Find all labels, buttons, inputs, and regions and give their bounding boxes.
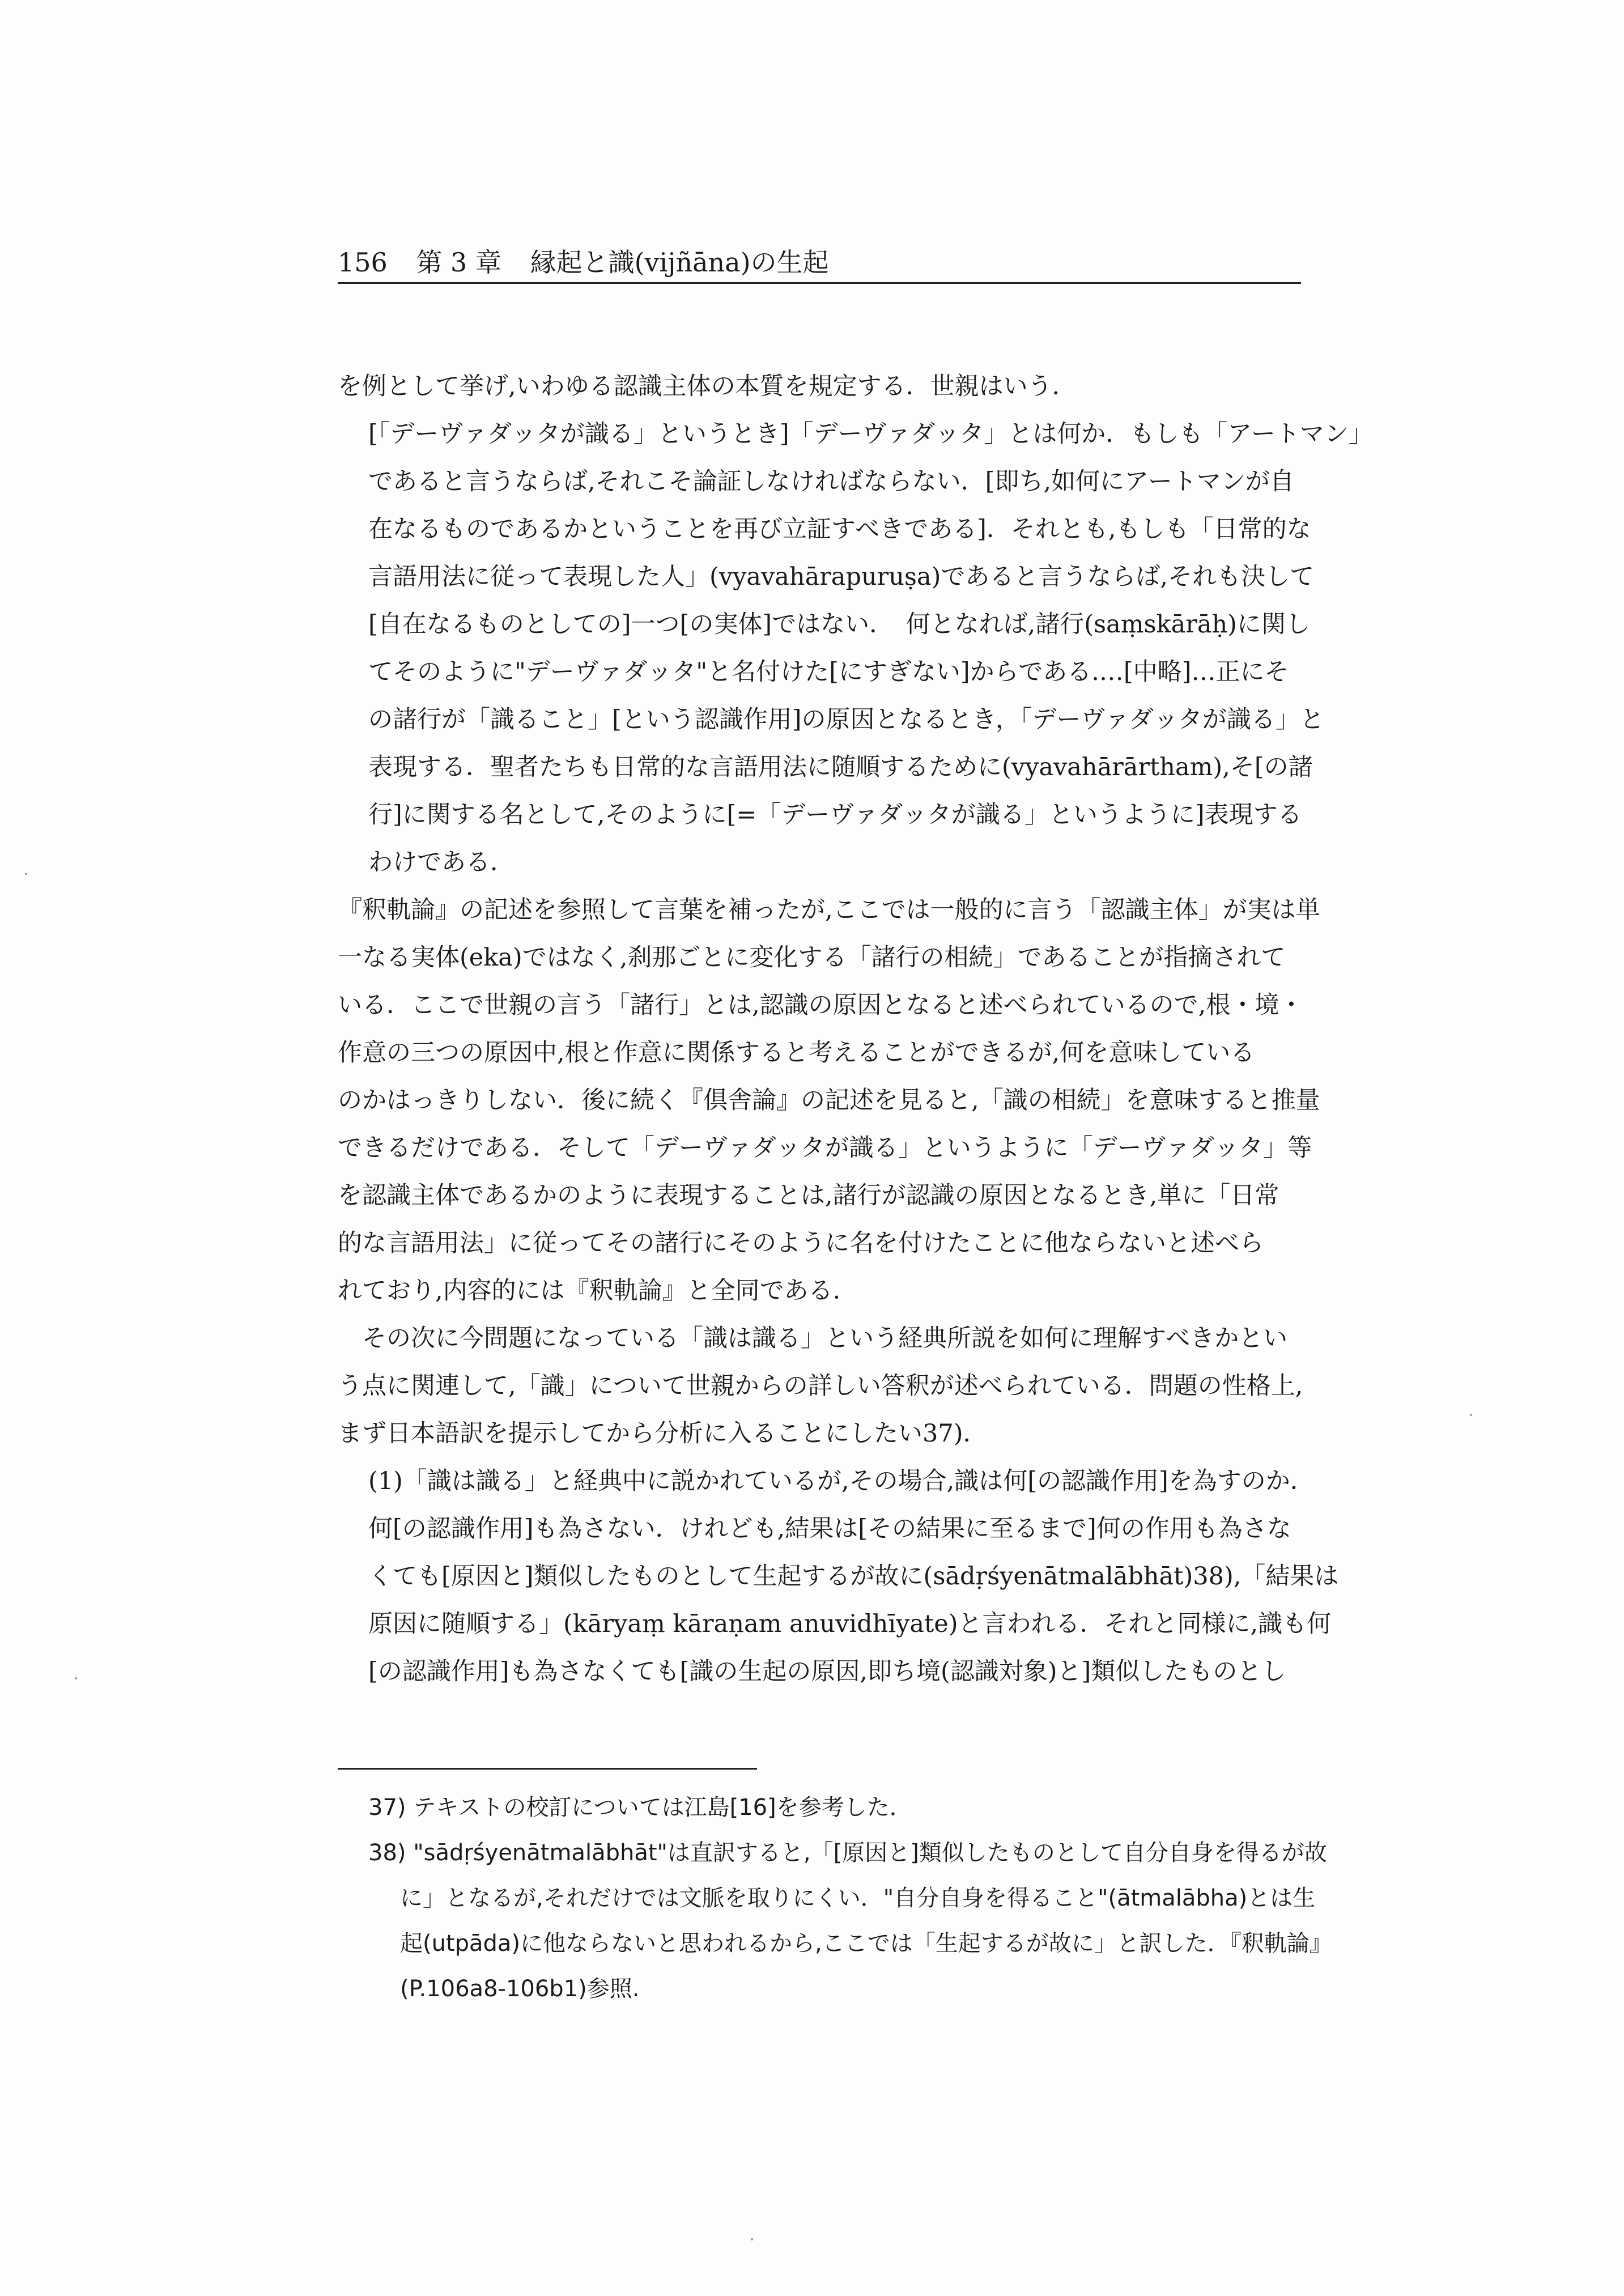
footnote-37: 37) テキストの校訂については江島[16]を参考した． [368,1795,912,1821]
text-line: う点に関連して,「識」について世親からの詳しい答釈が述べられている．問題の性格上, [338,1372,1303,1400]
footnote-rule [338,1768,757,1770]
chapter-label: 第 3 章 [416,247,501,278]
text-line: いる．ここで世親の言う「諸行」とは,認識の原因となると述べられているので,根・境・ [338,991,1304,1019]
text-line: てそのように"デーヴァダッタ"と名付けた[にすぎない]からである.…[中略]…正にそ [368,658,1289,686]
text-line: 『釈軌論』の記述を参照して言葉を補ったが,ここでは一般的に言う「認識主体」が実は単 [338,896,1320,924]
scan-speck [75,1677,77,1680]
text-line: 作意の三つの原因中,根と作意に関係すると考えることができるが,何を意味している [338,1039,1255,1067]
text-line: 何[の認識作用]も為さない．けれども,結果は[その結果に至るまで]何の作用も為さな [368,1515,1291,1543]
text-line: 表現する．聖者たちも日常的な言語用法に随順するために(vyavahārārtham),そ[の諸 [368,753,1313,781]
intro-paragraph [338,363,1335,410]
text-line: の諸行が「識ること」[という認識作用]の原因となるとき，「デーヴァダッタが識る」と [368,705,1324,734]
text-line: 的な言語用法」に従ってその諸行にそのように名を付けたことに他ならないと述べら [338,1229,1264,1257]
text-line: を例として挙げ,いわゆる認識主体の本質を規定する．世親はいう． [338,372,1077,401]
text-line: 在なるものであるかということを再び立証すべきである]．それとも,もしも「日常的な [368,515,1311,543]
paragraph-1 [338,886,1335,1315]
footnote-38-cont: 起(utpāda)に他ならないと思われるから,ここでは「生起するが故に」と訳した．『釈軌論』 [400,1931,1332,1957]
page-number: 156 [338,247,388,278]
text-line: [自在なるものとしての]一つ[の実体]ではない． 何となれば,諸行(saṃskārāḥ)に関し [368,610,1310,639]
footnote-38: 38) "sādṛśyenātmalābhāt"は直訳すると,「[原因と]類似したものとして自分自身を得るが故 [368,1840,1327,1866]
scan-speck [25,873,27,875]
text-line: を認識主体であるかのように表現することは,諸行が認識の原因となるとき,単に「日常 [338,1181,1279,1210]
scan-speck [1470,1414,1472,1416]
text-line: 言語用法に従って表現した人」(vyavahārapuruṣa)であると言うならば,それも決して [368,563,1315,591]
footnote-38-cont: に」となるが,それだけでは文脈を取りにくい．"自分自身を得ること"(ātmalābha)とは生 [400,1885,1316,1911]
paragraph-2 [338,1315,1335,1457]
running-header [338,243,1301,284]
text-line: れており,内容的には『釈軌論』と全同である． [338,1277,857,1305]
text-line: (1)「識は識る」と経典中に説かれているが,その場合,識は何[の認識作用]を為すのか． [368,1467,1315,1495]
text-line: 原因に随順する」(kāryaṃ kāraṇam anuvidhīyate)と言われる．それと同様に,識も何 [368,1610,1332,1638]
text-line: であると言うならば,それこそ論証しなければならない．[即ち,如何にアートマンが自 [368,467,1294,496]
text-line: 行]に関する名として,そのように[=「デーヴァダッタが識る」というように]表現する [368,801,1302,829]
text-line: その次に今問題になっている「識は識る」という経典所説を如何に理解すべきかとい [338,1324,1288,1353]
text-line: まず日本語訳を提示してから分析に入ることにしたい37)． [338,1419,988,1448]
chapter-title: 縁起と識(vijñāna)の生起 [530,247,829,278]
text-line: できるだけである．そして「デーヴァダッタが識る」というように「デーヴァダッタ」等 [338,1134,1312,1162]
scan-speck [751,2238,753,2240]
text-line: [「デーヴァダッタが識る」というとき]「デーヴァダッタ」とは何か．もしも「アートマン」 [368,420,1373,448]
text-line: わけである． [368,848,515,877]
text-line: [の認識作用]も為さなくても[識の生起の原因,即ち境(認識対象)と]類似したものとし [368,1657,1286,1686]
text-line: くても[原因と]類似したものとして生起するが故に(sādṛśyenātmalābhāt)38),「結果は [368,1562,1339,1591]
footnotes [368,1785,1343,2012]
block-quote-1 [368,410,1373,886]
text-line: 一なる実体(eka)ではなく,刹那ごとに変化する「諸行の相続」であることが指摘されて [338,943,1286,972]
footnote-38-cont: (P.106a8-106b1)参照. [400,1976,640,2002]
text-line: のかはっきりしない．後に続く『倶舎論』の記述を見ると,「識の相続」を意味すると推量 [338,1086,1320,1115]
block-quote-2 [368,1457,1339,1695]
